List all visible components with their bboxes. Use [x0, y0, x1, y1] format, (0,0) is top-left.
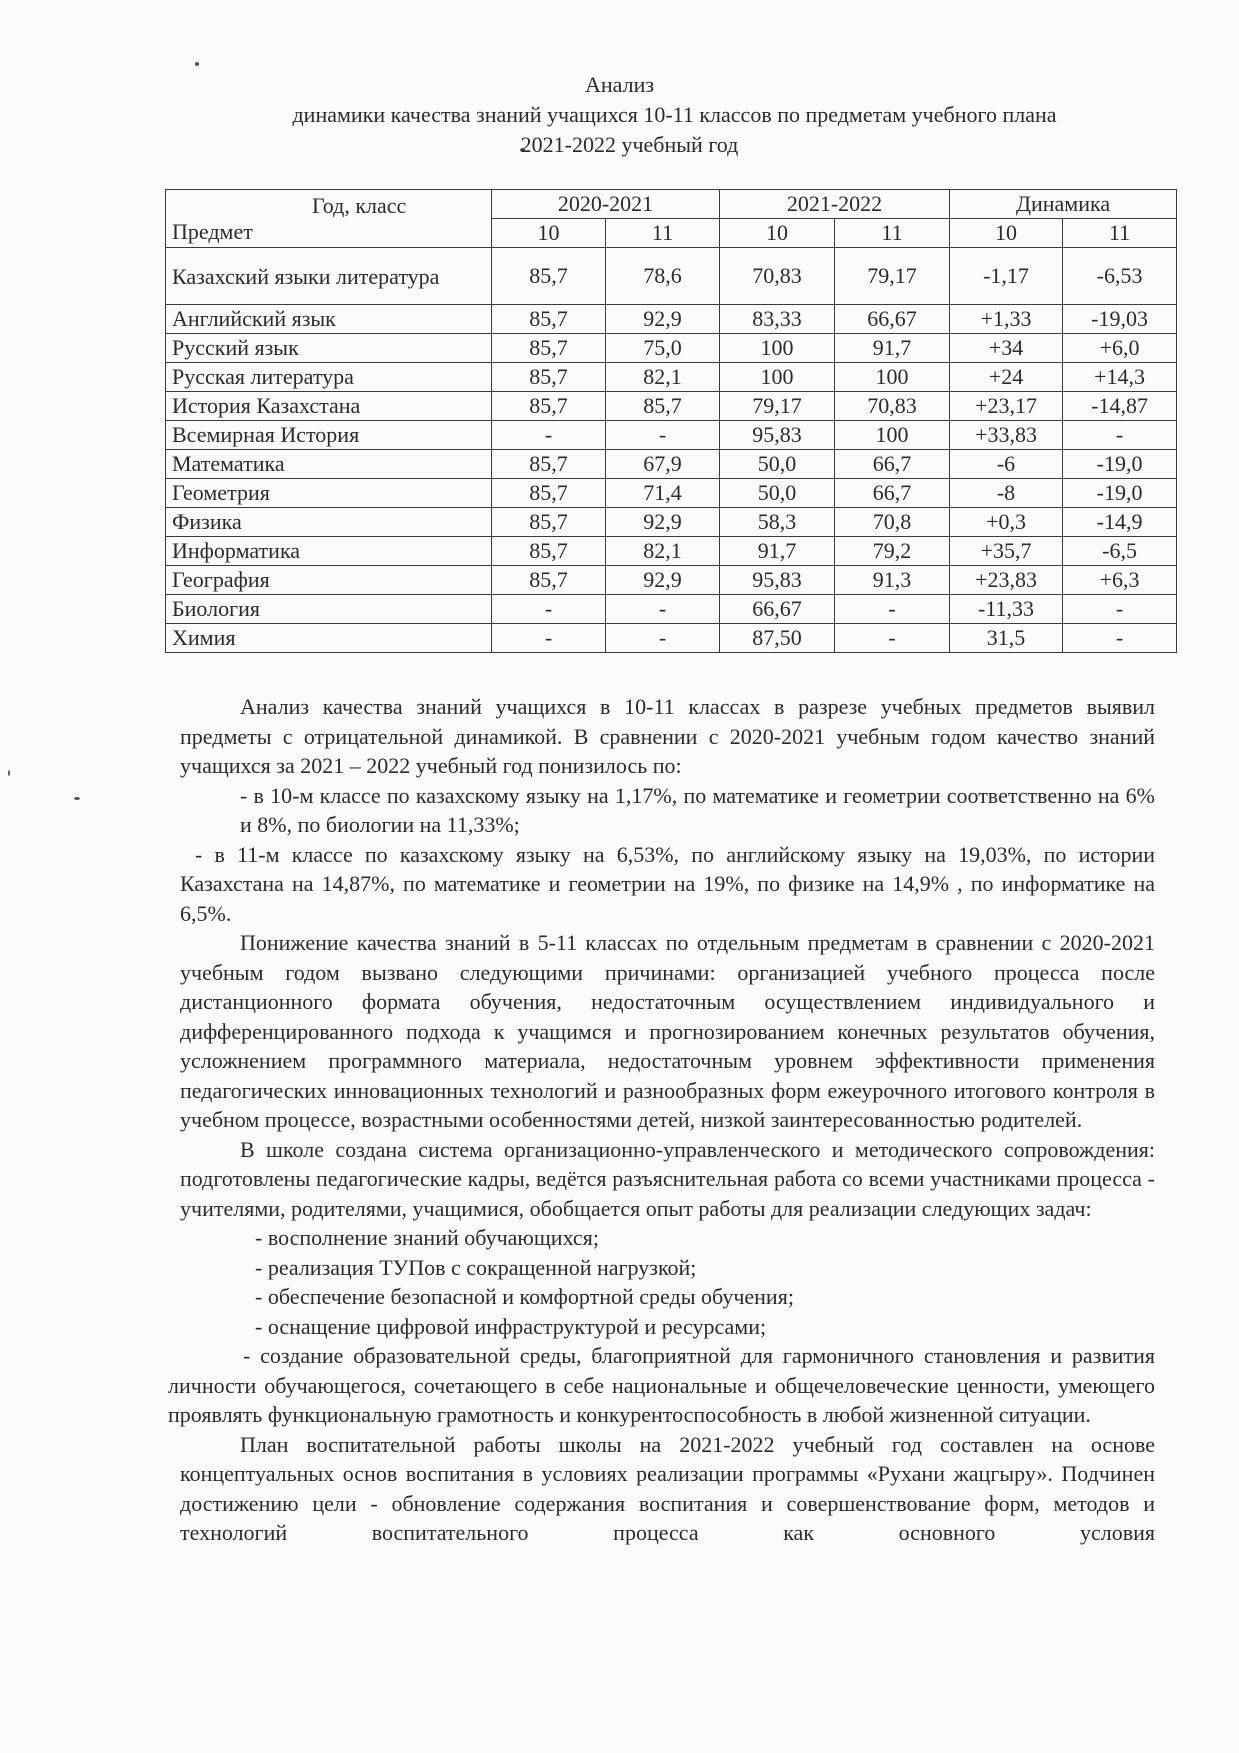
analysis-text [168, 692, 1155, 1548]
paragraph-grade-10: - в 10-м классе по казахскому языку на 1,17%, по математике и геометрии соответственно на 6% и 8%, по биологии на 11,33%; [240, 782, 1155, 837]
value-cell: - [606, 421, 720, 450]
scan-speck [74, 797, 80, 800]
value-cell: +1,33 [950, 305, 1063, 334]
value-cell: +14,3 [1063, 363, 1177, 392]
value-cell: 85,7 [492, 508, 606, 537]
paragraph-support-system: В школе создана система организационно-управленческого и методического сопровождения: подготовлены педагогические кадры, ведётся разъяснительная работа со всеми участниками процесса - учителями, родителями, учащимися, обобщается опыт работы для реализации следующих задач: [180, 1136, 1155, 1221]
value-cell: 75,0 [606, 334, 720, 363]
sub-header: 11 [606, 219, 720, 248]
scan-speck [8, 770, 10, 776]
value-cell: +6,0 [1063, 334, 1177, 363]
paragraph-grade-11: - в 11-м классе по казахскому языку на 6,53%, по английскому языку на 19,03%, по истории Казахстана на 14,87%, по математике и геометрии на 19%, по физике на 14,9% , по информатике на 6,5%. [180, 841, 1155, 926]
value-cell: +23,83 [950, 566, 1063, 595]
document-title [0, 70, 1239, 160]
sub-header: 11 [835, 219, 950, 248]
value-cell: +23,17 [950, 392, 1063, 421]
value-cell: -6,5 [1063, 537, 1177, 566]
value-cell: - [606, 595, 720, 624]
table-row [166, 508, 1177, 537]
subject-cell: Биология [166, 595, 492, 624]
value-cell: -11,33 [950, 595, 1063, 624]
value-cell: 70,83 [720, 248, 835, 305]
value-cell: 95,83 [720, 566, 835, 595]
value-cell: -19,0 [1063, 479, 1177, 508]
value-cell: 50,0 [720, 450, 835, 479]
value-cell: -19,03 [1063, 305, 1177, 334]
value-cell: 66,67 [835, 305, 950, 334]
subject-cell: Всемирная История [166, 421, 492, 450]
table-row [166, 566, 1177, 595]
value-cell: 91,7 [835, 334, 950, 363]
value-cell: -14,87 [1063, 392, 1177, 421]
table-corner-header [166, 190, 492, 248]
value-cell: 70,8 [835, 508, 950, 537]
value-cell: 87,50 [720, 624, 835, 653]
value-cell: 85,7 [492, 363, 606, 392]
group-header-dynamics: Динамика [950, 190, 1177, 219]
value-cell: 85,7 [492, 479, 606, 508]
subject-cell: Английский язык [166, 305, 492, 334]
value-cell: 66,67 [720, 595, 835, 624]
subject-cell: Информатика [166, 537, 492, 566]
value-cell: 91,3 [835, 566, 950, 595]
value-cell: 95,83 [720, 421, 835, 450]
value-cell: 100 [835, 421, 950, 450]
subject-cell: Русская литература [166, 363, 492, 392]
paragraph-analysis: Анализ качества знаний учащихся в 10-11 классах в разрезе учебных предметов выявил предметы с отрицательной динамикой. В сравнении с 2020-2021 учебным годом качество знаний учащихся за 2021 – 2022 учебный год понизилось по: [180, 694, 1155, 778]
value-cell: +6,3 [1063, 566, 1177, 595]
value-cell: 82,1 [606, 537, 720, 566]
value-cell: - [1063, 624, 1177, 653]
table-row [166, 479, 1177, 508]
sub-header: 11 [1063, 219, 1177, 248]
value-cell: 58,3 [720, 508, 835, 537]
value-cell: 91,7 [720, 537, 835, 566]
value-cell: 85,7 [492, 334, 606, 363]
table-row [166, 248, 1177, 305]
value-cell: - [492, 624, 606, 653]
subject-cell: География [166, 566, 492, 595]
task-item: - реализация ТУПов с сокращенной нагрузкой; [255, 1254, 697, 1280]
value-cell: - [835, 624, 950, 653]
value-cell: 85,7 [492, 392, 606, 421]
corner-bottom-label: Предмет [172, 218, 253, 244]
title-line-1: Анализ [584, 72, 655, 97]
table-row [166, 421, 1177, 450]
table-row [166, 624, 1177, 653]
table-row [166, 537, 1177, 566]
value-cell: -8 [950, 479, 1063, 508]
corner-top-label: Год, класс [312, 192, 407, 218]
table-row [166, 363, 1177, 392]
value-cell: -19,0 [1063, 450, 1177, 479]
value-cell: 85,7 [492, 537, 606, 566]
task-item: - оснащение цифровой инфраструктурой и ресурсами; [255, 1313, 767, 1339]
value-cell: 82,1 [606, 363, 720, 392]
paragraph-education-plan: План воспитательной работы школы на 2021-2022 учебный год составлен на основе концептуальных основ воспитания в условиях реализации программы «Рухани жацгыру». Подчинен достижению цели - обновление содержания воспитания и совершенствование форм, методов и технологий воспитательного процесса как основного условия [180, 1431, 1155, 1545]
table-row [166, 334, 1177, 363]
value-cell: 85,7 [606, 392, 720, 421]
value-cell: 79,17 [720, 392, 835, 421]
task-item-last: - создание образовательной среды, благоприятной для гармоничного становления и развития личности обучающегося, сочетающего в себе национальные и общечеловеческие ценности, умеющего проявлять функциональную грамотность и конкурентоспособность в любой жизненной ситуации. [168, 1343, 1155, 1427]
value-cell: - [1063, 421, 1177, 450]
value-cell: +24 [950, 363, 1063, 392]
task-item: - восполнение знаний обучающихся; [255, 1225, 599, 1250]
subject-cell: Геометрия [166, 479, 492, 508]
value-cell: 79,17 [835, 248, 950, 305]
value-cell: -6 [950, 450, 1063, 479]
value-cell: - [492, 421, 606, 450]
value-cell: - [492, 595, 606, 624]
group-header-2020-2021: 2020-2021 [492, 190, 720, 219]
group-header-2021-2022: 2021-2022 [720, 190, 950, 219]
value-cell: 83,33 [720, 305, 835, 334]
subject-cell: Химия [166, 624, 492, 653]
title-line-2: динамики качества знаний учащихся 10-11 классов по предметам учебного плана [292, 102, 1057, 127]
value-cell: 92,9 [606, 508, 720, 537]
value-cell: 85,7 [492, 566, 606, 595]
value-cell: 31,5 [950, 624, 1063, 653]
value-cell: -14,9 [1063, 508, 1177, 537]
subject-cell: Физика [166, 508, 492, 537]
paragraph-reasons: Понижение качества знаний в 5-11 классах по отдельным предметам в сравнении с 2020-2021 учебным годом вызвано следующими причинами: организацией учебного процесса после дистанционного формата обучения, недостаточным осуществлением индивидуального и дифференцированного подхода к учащимся и прогнозированием конечных результатов обучения, усложнением программного материала, недостаточным уровнем эффективности применения педагогических инновационных технологий и разнообразных форм ежеурочного итогового контроля в учебном процессе, возрастными особенностями детей, низкой заинтересованностью родителей. [180, 930, 1155, 1132]
value-cell: 100 [835, 363, 950, 392]
value-cell: 85,7 [492, 305, 606, 334]
table-row [166, 392, 1177, 421]
value-cell: 71,4 [606, 479, 720, 508]
table-row [166, 450, 1177, 479]
table-row [166, 305, 1177, 334]
table-row [166, 595, 1177, 624]
value-cell: 100 [720, 363, 835, 392]
value-cell: 78,6 [606, 248, 720, 305]
value-cell: 100 [720, 334, 835, 363]
sub-header: 10 [950, 219, 1063, 248]
value-cell: 85,7 [492, 248, 606, 305]
value-cell: 67,9 [606, 450, 720, 479]
scan-speck [195, 62, 199, 66]
sub-header: 10 [720, 219, 835, 248]
sub-header: 10 [492, 219, 606, 248]
value-cell: 70,83 [835, 392, 950, 421]
value-cell: +34 [950, 334, 1063, 363]
subject-cell: Казахский языки литература [166, 248, 492, 305]
subject-cell: Русский язык [166, 334, 492, 363]
value-cell: 92,9 [606, 566, 720, 595]
value-cell: 85,7 [492, 450, 606, 479]
value-cell: 79,2 [835, 537, 950, 566]
subject-cell: Математика [166, 450, 492, 479]
value-cell: +35,7 [950, 537, 1063, 566]
grades-table [165, 189, 1177, 653]
value-cell: 66,7 [835, 479, 950, 508]
value-cell: -6,53 [1063, 248, 1177, 305]
task-item: - обеспечение безопасной и комфортной среды обучения; [255, 1284, 794, 1309]
subject-cell: История Казахстана [166, 392, 492, 421]
value-cell: 92,9 [606, 305, 720, 334]
value-cell: - [1063, 595, 1177, 624]
value-cell: 50,0 [720, 479, 835, 508]
value-cell: -1,17 [950, 248, 1063, 305]
title-line-3: 2021-2022 учебный год [520, 132, 739, 157]
value-cell: - [606, 624, 720, 653]
value-cell: +33,83 [950, 421, 1063, 450]
value-cell: 66,7 [835, 450, 950, 479]
value-cell: - [835, 595, 950, 624]
value-cell: +0,3 [950, 508, 1063, 537]
